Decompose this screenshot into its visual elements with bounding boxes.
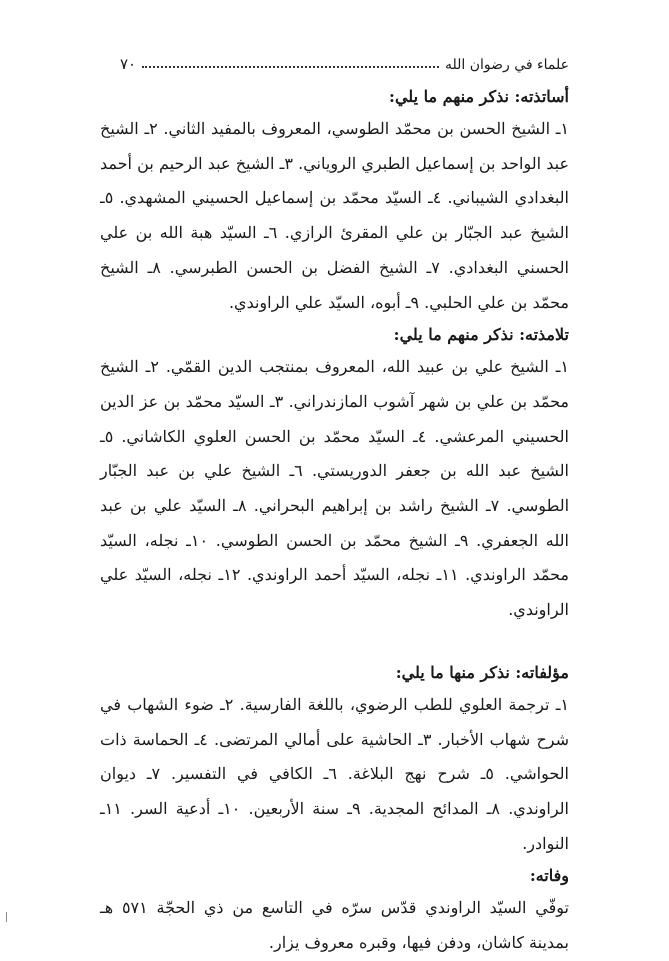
death-heading: وفاته: <box>529 866 569 886</box>
works-paragraph: ١ـ ترجمة العلوي للطب الرضوي، باللغة الفارسية. ٢ـ ضوء الشهاب في شرح شهاب الأخبار. ٣ـ الحاشية على أمالي المرتضى. ٤ـ الحماسة ذات الحواشي. ٥ـ شرح نهج البلاغة. ٦ـ الكافي في التفسير. ٧ـ ديوان الراوندي. ٨ـ المدائح المجدية. ٩ـ سنة الأربعين. ١٠ـ أدعية السر. ١١ـ النوادر. <box>100 694 569 853</box>
running-title: علماء في رضوان الله <box>445 57 569 73</box>
death-paragraph: توفّي السيّد الراوندي قدّس سرّه في التاسع من ذي الحجّة ٥٧١ هـ بمدينة كاشان، ودفن فيها، وقبره معروف يزار. <box>100 898 570 953</box>
header-dot-leader <box>142 66 439 68</box>
page-body <box>100 82 569 961</box>
section-gap <box>100 628 569 658</box>
students-heading: تلامذته: نذكر منهم ما يلي: <box>393 325 569 345</box>
teachers-paragraph: ١ـ الشيخ الحسن بن محمّد الطوسي، المعروف بالمفيد الثاني. ٢ـ الشيخ عبد الواحد بن إسماعيل الطبري الروياني. ٣ـ الشيخ عبد الرحيم بن أحمد البغدادي الشيباني. ٤ـ السيّد محمّد بن إسماعيل الحسيني المشهدي. ٥ـ الشيخ عبد الجبّار بن علي المقرئ الرازي. ٦ـ السيّد هبة الله بن علي الحسني البغدادي. ٧ـ الشيخ الفضل بن الحسن الطبرسي. ٨ـ الشيخ محمّد بن علي الحلبي. ٩ـ أبوه، السيّد علي الراوندي. <box>100 119 570 312</box>
running-header <box>120 49 569 73</box>
page-number: ٧٠ <box>120 55 137 73</box>
works-heading: مؤلفاته: نذكر منها ما يلي: <box>395 662 569 682</box>
teachers-heading: أساتذته: نذكر منهم ما يلي: <box>389 87 569 106</box>
students-paragraph: ١ـ الشيخ علي بن عبيد الله، المعروف بمنتجب الدين القمّي. ٢ـ الشيخ محمّد بن علي بن شهر آشوب المازندراني. ٣ـ السيّد محمّد بن عز الدين الحسيني المرعشي. ٤ـ السيّد محمّد بن الحسن العلوي الكاشاني. ٥ـ الشيخ عبد الله بن جعفر الدوريستي. ٦ـ الشيخ علي بن عبد الجبّار الطوسي. ٧ـ الشيخ راشد بن إبراهيم البحراني. ٨ـ السيّد علي بن عبد الله الجعفري. ٩ـ الشيخ محمّد بن الحسن الطوسي. ١٠ـ نجله، السيّد محمّد الراوندي. ١١ـ نجله، السيّد أحمد الراوندي. ١٢ـ نجله، السيّد علي الراوندي. <box>100 357 570 620</box>
page-edge-mark <box>6 912 7 922</box>
